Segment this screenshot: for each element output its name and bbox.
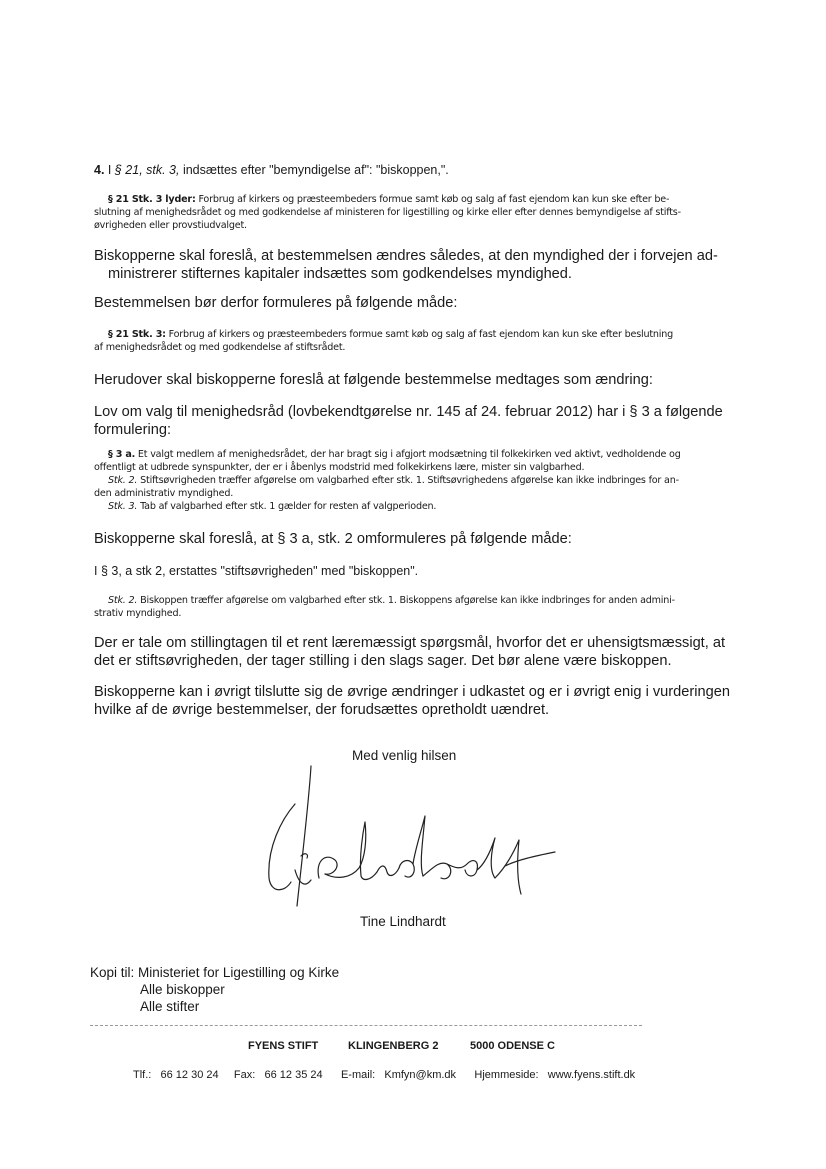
handwritten-signature — [255, 760, 565, 910]
footer-street: KLINGENBERG 2 — [348, 1040, 439, 1052]
closing-greeting: Med venlig hilsen — [352, 748, 457, 763]
quote-section-3a: § 3 a. Et valgt medlem af menighedsrådet, der har bragt sig i afgjort modsætning til folkekirken ved aktivt, vedholdende og offentligt at udbrede synspunkter, der er i åbenlys modstrid med folkekirkens lære, mister sin valgbarhed. Stk. 2. Stiftsøvrigheden træffer afgørelse om valgbarhed efter stk. 1. Stiftsøvrighedens afgørelse kan ikke indbringes for an- den administrativ myndighed. Stk. 3. Tab af valgbarhed efter stk. 1 gælder for resten af valgperioden. — [94, 449, 681, 512]
copy-to-label: Kopi til: — [90, 965, 135, 980]
paragraph-proposal: Biskopperne skal foreslå, at bestemmelsen ændres således, at den myndighed der i forvejen ad- ministrerer stifternes kapitaler indsættes som godkendelses myndighed. — [94, 248, 718, 282]
copy-recipient: Ministeriet for Ligestilling og Kirke — [138, 965, 340, 980]
item-number: 4. — [94, 163, 105, 177]
footer-city: 5000 ODENSE C — [470, 1040, 555, 1052]
paragraph-law-reference: Lov om valg til menighedsråd (lovbekendtgørelse nr. 145 af 24. februar 2012) har i § 3 a følgende formulering: — [94, 404, 723, 438]
paragraph-formulation: Bestemmelsen bør derfor formuleres på følgende måde: — [94, 295, 458, 311]
paragraph-reformulation: Biskopperne skal foreslå, at § 3 a, stk. 2 omformuleres på følgende måde: — [94, 531, 572, 547]
footer-website-link[interactable]: www.fyens.stift.dk — [547, 1069, 636, 1081]
paragraph-other-changes: Biskopperne kan i øvrigt tilslutte sig de øvrige ændringer i udkastet og er i øvrigt enig i vurderingen hvilke af de øvrige bestemmelser, der forudsættes opretholdt uændret. — [94, 684, 730, 718]
footer-phone: 66 12 30 24 — [160, 1069, 219, 1081]
quote-new-stk-2: Stk. 2. Biskoppen træffer afgørelse om valgbarhed efter stk. 1. Biskoppens afgørelse kan ikke indbringes for anden admini- strativ myndighed. — [94, 595, 675, 619]
section-reference: § 21, stk. 3, — [114, 163, 180, 177]
footer-org: FYENS STIFT — [248, 1040, 319, 1052]
quote-lead: § 21 Stk. 3 lyder: — [108, 194, 196, 205]
copy-recipient: Alle stifter — [140, 999, 200, 1014]
signer-name: Tine Lindhardt — [360, 914, 446, 929]
footer-email-link[interactable]: Kmfyn@km.dk — [384, 1069, 457, 1081]
paragraph-additional: Herudover skal biskopperne foreslå at følgende bestemmelse medtages som ændring: — [94, 372, 653, 388]
quote-section-21-current: § 21 Stk. 3 lyder: Forbrug af kirkers og præsteembeders formue samt køb og salg af fast ejendom kan kun ske efter be- slutning af menighedsrådet og med godkendelse af ministeren for ligestilling og kirke eller efter dennes bemyndigelse af stifts- øvrigheden eller provstiudvalget. — [94, 194, 681, 231]
footer-fax: 66 12 35 24 — [264, 1069, 323, 1081]
copy-to-block — [90, 964, 339, 1015]
paragraph-replacement: I § 3, a stk 2, erstattes "stiftsøvrigheden" med "biskoppen". — [94, 564, 419, 578]
footer-contact: Tlf.: 66 12 30 24 Fax: 66 12 35 24 E-mail: Kmfyn@km.dk Hjemmeside: www.fyens.stift.dk — [133, 1069, 636, 1081]
footer-divider — [90, 1025, 642, 1026]
quote-section-21-new: § 21 Stk. 3: Forbrug af kirkers og præsteembeders formue samt køb og salg af fast ejendom kan kun ske efter beslutning af menighedsrådet og med godkendelse af stiftsrådet. — [94, 329, 674, 353]
copy-recipient: Alle biskopper — [140, 982, 225, 997]
quote-lead: § 3 a. — [108, 449, 136, 460]
paragraph-justification: Der er tale om stillingtagen til et rent læremæssigt spørgsmål, hvorfor det er uhensigtsmæssigt, at det er stiftsøvrigheden, der tager stilling i den slags sager. Det bør alene være biskoppen. — [94, 635, 726, 669]
item-4: 4. I § 21, stk. 3, indsættes efter "bemyndigelse af": "biskoppen,". — [94, 163, 449, 177]
quote-lead: § 21 Stk. 3: — [108, 329, 166, 340]
